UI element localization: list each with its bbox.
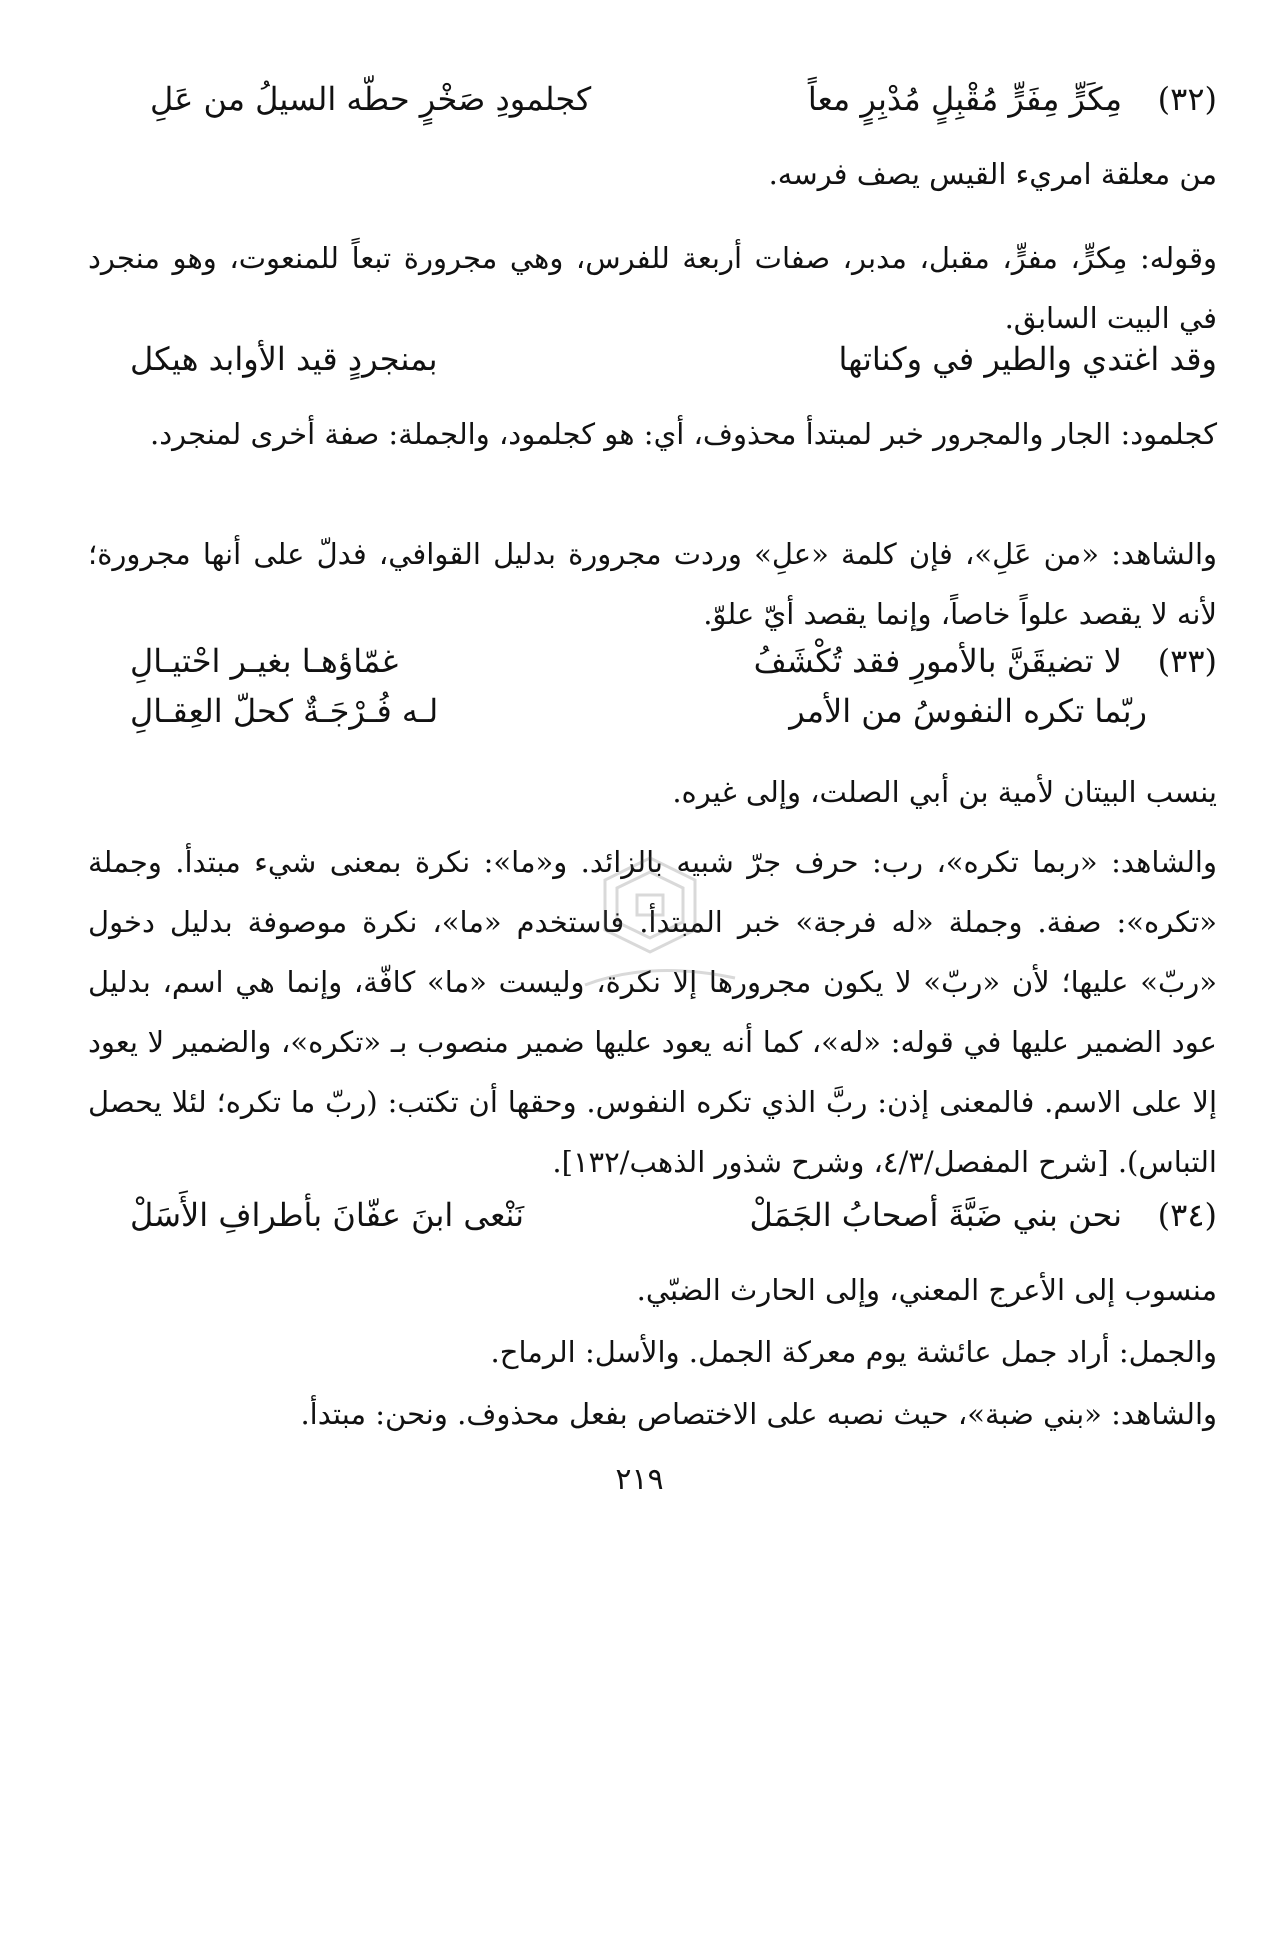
verse-34: [130, 1196, 1217, 1244]
hemistich-first: نحن بني ضَبَّةَ أصحابُ الجَمَلْ: [749, 1196, 1122, 1234]
verse-33-line-2: [130, 692, 1217, 740]
paragraph: وقوله: مِكرٍّ، مفرٍّ، مقبل، مدبر، صفات أربعة للفرس، وهي مجرورة تبعاً للمنعوت، وهو منجرد في البيت السابق.: [88, 241, 1217, 335]
verse-source: ينسب البيتان لأمية بن أبي الصلت، وإلى غيره.: [672, 775, 1217, 809]
paragraph: كجلمود: الجار والمجرور خبر لمبتدأ محذوف، أي: هو كجلمود، والجملة: صفة أخرى لمنجرد.: [150, 417, 1217, 451]
shahid-paragraph: والشاهد: «بني ضبة»، حيث نصبه على الاختصاص بفعل محذوف. ونحن: مبتدأ.: [300, 1397, 1217, 1431]
hemistich-second: كجلمودِ صَخْرٍ حطّه السيلُ من عَلِ: [150, 80, 592, 118]
hemistich-first: وقد اغتدي والطير في وكناتها: [838, 340, 1217, 378]
shahid-paragraph: والشاهد: «ربما تكره»، رب: حرف جرّ شبيه بالزائد. و«ما»: نكرة بمعنى شيء مبتدأ. وجملة «تكره»: صفة. وجملة «له فرجة» خبر المبتدأ. فاستخدم «ما»، نكرة موصوفة بدليل دخول «ربّ» عليها؛ لأن «ربّ» لا يكون مجرورها إلا نكرة، وليست «ما» كافّة، وإنما هي اسم، بدليل عود الضمير عليها في قوله: «له»، كما أنه يعود عليها ضمير منصوب بـ «تكره»، والضمير لا يعود إلا على الاسم. فالمعنى إذن: ربَّ الذي تكره النفوس. وحقها أن تكتب: (ربّ ما تكره؛ لئلا يحصل التباس). [شرح المفصل/٤/٣، وشرح شذور الذهب/١٣٢].: [88, 845, 1217, 1179]
hemistich-second: نَنْعى ابنَ عفّانَ بأطرافِ الأَسَلْ: [130, 1196, 525, 1234]
watermark-seal-logo: [545, 850, 755, 1000]
verse-32: [150, 80, 1217, 128]
paragraph: والجمل: أراد جمل عائشة يوم معركة الجمل. والأسل: الرماح.: [490, 1335, 1217, 1369]
hemistich-first: لا تضيقَنَّ بالأمورِ فقد تُكْشَفُ: [753, 642, 1122, 680]
verse-source: منسوب إلى الأعرج المعني، وإلى الحارث الضبّي.: [636, 1273, 1217, 1307]
hemistich-second: بمنجردٍ قيد الأوابد هيكل: [130, 340, 438, 378]
verse-33-line-1: [130, 642, 1217, 690]
quoted-verse: [130, 340, 1217, 388]
hemistich-second: لـه فُـرْجَـةٌ كحلّ العِقـالِ: [130, 692, 439, 730]
shahid-paragraph: والشاهد: «من عَلِ»، فإن كلمة «علِ» وردت مجرورة بدليل القوافي، فدلّ على أنها مجرورة؛ لأنه لا يقصد علواً خاصاً، وإنما يقصد أيّ علوّ.: [88, 537, 1217, 631]
page-number: ٢١٩: [615, 1462, 664, 1497]
hemistich-second: غمّاؤهـا بغيـر احْتيـالِ: [130, 642, 399, 680]
entry-number: (٣٢): [1157, 80, 1217, 118]
entry-number: (٣٣): [1157, 642, 1217, 680]
hemistich-first: مِكَرٍّ مِفَرٍّ مُقْبِلٍ مُدْبِرٍ معاً: [807, 80, 1122, 118]
verse-source: من معلقة امريء القيس يصف فرسه.: [768, 157, 1217, 191]
entry-number: (٣٤): [1157, 1196, 1217, 1234]
hemistich-first: ربّما تكره النفوسُ من الأمر: [789, 692, 1147, 730]
